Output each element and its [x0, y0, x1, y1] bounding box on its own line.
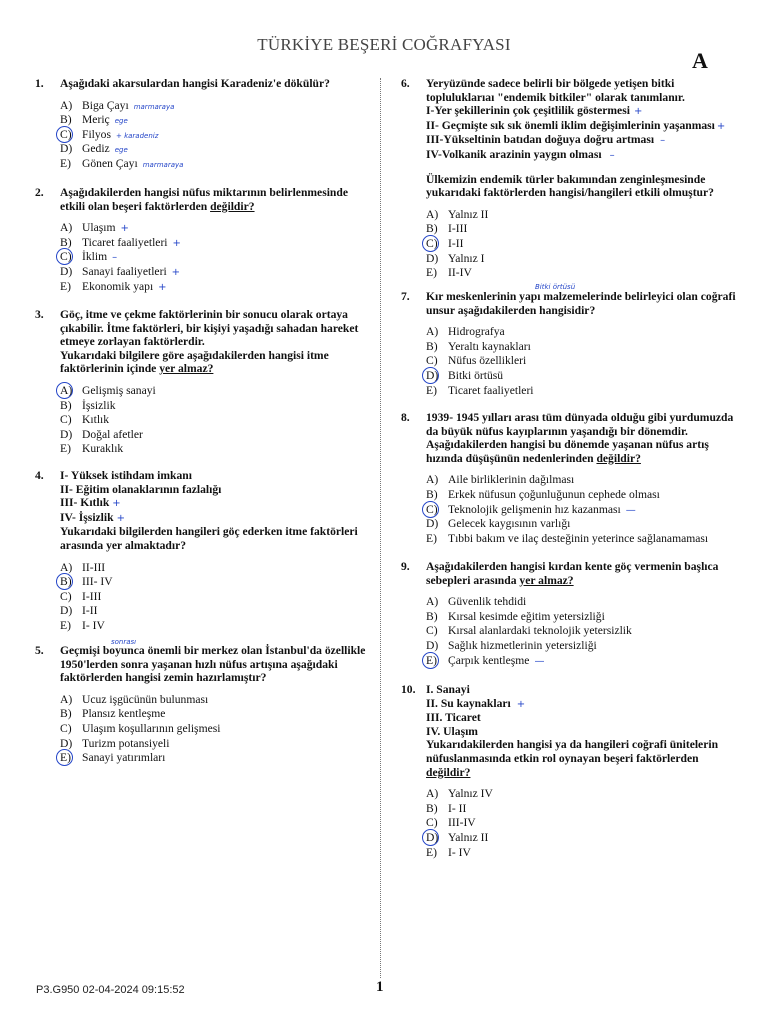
option-letter: C) — [426, 236, 438, 250]
option-text: Tıbbi bakım ve ilaç desteğinin yeterince sağlanamaması — [448, 531, 709, 545]
question-number: 4. — [35, 469, 44, 482]
option-c[interactable] — [60, 590, 368, 605]
handwritten-note: — — [625, 504, 636, 516]
option-b[interactable] — [60, 113, 368, 128]
option-text: Nüfus özellikleri — [448, 354, 527, 368]
option-b[interactable] — [60, 707, 368, 722]
option-d[interactable] — [426, 252, 741, 267]
option-text: I-II — [82, 604, 98, 618]
option-letter: A) — [60, 560, 73, 574]
option-letter: D) — [426, 368, 439, 382]
question-stem: Göç, itme ve çekme faktörlerinin bir sonucu olarak ortaya çıkabilir. İtme faktörleri, bir kişiyi yaşadığı sahadan hareket etmeye zorlayan faktörlerdir. — [60, 308, 359, 349]
statement-2: II. Su kaynakları + — [426, 696, 526, 710]
options-list — [426, 787, 741, 860]
statement-4: IV-Volkanik arazinin yaygın olması – — [426, 147, 615, 161]
option-text: Filyos — [82, 127, 111, 141]
option-text: I-III — [82, 589, 102, 603]
option-text: Kuraklık — [82, 442, 124, 456]
option-letter: B) — [60, 707, 72, 721]
option-text: Biga Çayı — [82, 98, 129, 112]
question-8 — [401, 411, 741, 546]
option-b[interactable] — [426, 802, 741, 817]
option-letter: E) — [60, 442, 71, 456]
statement-1: I- Yüksek istihdam imkanı — [60, 469, 192, 482]
question-stem: Yeryüzünde sadece belirli bir bölgede yetişen bitki topluluklarıaı "endemik bitkiler" olarak tanımlanır. — [426, 77, 685, 104]
option-text: Gediz — [82, 142, 110, 156]
statement-4: IV. Ulaşım — [426, 724, 478, 738]
option-b[interactable] — [60, 399, 368, 414]
statement-1: I. Sanayi — [426, 683, 470, 696]
option-text: Ulaşım koşullarının gelişmesi — [82, 721, 221, 735]
handwritten-note: Bitki örtüsü — [535, 283, 576, 291]
option-e[interactable] — [60, 157, 368, 172]
option-text: Kıtlık — [82, 413, 110, 427]
handwritten-note: – — [112, 252, 118, 264]
option-d[interactable] — [426, 369, 741, 384]
option-letter: C) — [426, 502, 438, 516]
option-a[interactable] — [60, 221, 368, 236]
option-letter: A) — [60, 692, 73, 706]
question-prompt: Yukarıdaki bilgilere göre aşağıdakilerden hangisi itme faktörlerinin içinde yer almaz? — [60, 348, 329, 376]
question-2 — [35, 186, 368, 294]
option-e[interactable] — [60, 280, 368, 295]
option-text: II-IV — [448, 266, 472, 280]
option-letter: E) — [426, 653, 437, 667]
option-letter: D) — [60, 736, 73, 750]
question-6 — [401, 77, 741, 281]
option-text: Gönen Çayı — [82, 156, 138, 170]
question-number: 5. — [35, 644, 44, 657]
option-text: Ucuz işgücünün bulunması — [82, 692, 209, 706]
option-letter: E) — [60, 751, 71, 765]
options-list — [426, 208, 741, 281]
option-a[interactable] — [60, 561, 368, 576]
column-divider — [380, 78, 381, 978]
options-list — [60, 221, 368, 294]
option-text: Doğal afetler — [82, 427, 143, 441]
option-text: III- IV — [82, 575, 113, 589]
option-letter: A) — [60, 98, 73, 112]
option-letter: E) — [426, 531, 437, 545]
options-list — [60, 384, 368, 457]
handwritten-note: marmaraya — [133, 102, 175, 111]
option-letter: E) — [426, 845, 437, 859]
handwritten-note: + — [171, 266, 181, 278]
option-text: Sanayi faaliyetleri — [82, 264, 167, 278]
option-d[interactable] — [60, 604, 368, 619]
option-letter: C) — [60, 250, 72, 264]
option-letter: A) — [60, 383, 73, 397]
option-c[interactable] — [426, 237, 741, 252]
statement-2: II- Geçmişte sık sık önemli iklim değişimlerinin yaşanması + — [426, 118, 726, 132]
option-text: Yalnız II — [448, 830, 489, 844]
option-a[interactable] — [60, 99, 368, 114]
option-b[interactable] — [426, 222, 741, 237]
options-list — [426, 595, 741, 668]
option-text: Yalnız I — [448, 251, 485, 265]
question-stem: Aşağıdakilerden hangisi kırdan kente göç vermenin başlıca sebepleri arasında yer almaz? — [426, 560, 719, 587]
option-text: I-III — [448, 222, 468, 236]
question-number: 3. — [35, 308, 44, 321]
question-stem: Aşağıdaki akarsulardan hangisi Karadeniz'e dökülür? — [60, 77, 330, 90]
option-text: Ekonomik yapı — [82, 279, 154, 293]
option-c[interactable] — [60, 250, 368, 265]
option-b[interactable] — [426, 340, 741, 355]
question-4 — [35, 469, 368, 634]
option-text: II-III — [82, 560, 106, 574]
option-letter: C) — [60, 413, 72, 427]
question-3 — [35, 308, 368, 457]
question-stem: Yukarıdakilerden hangisi ya da hangileri coğrafi ünitelerin nüfuslanmasında etkin rol oynayan beşeri faktörlerden değildir? — [426, 738, 719, 779]
booklet-letter: A — [692, 48, 708, 73]
option-text: Yeraltı kaynakları — [448, 339, 531, 353]
option-c[interactable] — [426, 816, 741, 831]
option-letter: B) — [426, 487, 438, 501]
handwritten-note: + — [116, 512, 125, 524]
option-letter: B) — [426, 609, 438, 623]
option-text: Güvenlik tehdidi — [448, 595, 527, 609]
option-letter: E) — [60, 156, 71, 170]
page-title: TÜRKİYE BEŞERİ COĞRAFYASI — [257, 35, 511, 54]
question-10 — [401, 683, 741, 860]
handwritten-note: + — [716, 120, 726, 132]
statement-3: III-Yükseltinin batıdan doğuya doğru artması – — [426, 133, 666, 147]
option-text: Kırsal kesimde eğitim yetersizliği — [448, 609, 605, 623]
question-prompt: Ülkemizin endemik türler bakımından zenginleşmesinde yukarıdaki faktörlerden hangisi/hangileri etkili olmuştur? — [426, 172, 714, 200]
question-number: 1. — [35, 77, 44, 90]
handwritten-note: marmaraya — [142, 160, 184, 169]
option-letter: B) — [426, 801, 438, 815]
options-list — [60, 693, 368, 766]
option-text: I- II — [448, 801, 467, 815]
question-number: 8. — [401, 411, 410, 424]
question-9 — [401, 560, 741, 668]
question-7 — [401, 283, 741, 398]
option-text: Çarpık kentleşme — [448, 653, 530, 667]
option-letter: C) — [426, 624, 438, 638]
option-text: Teknolojik gelişmenin hız kazanması — [448, 502, 621, 516]
question-number: 10. — [401, 683, 416, 696]
question-number: 9. — [401, 560, 410, 573]
option-text: III-IV — [448, 816, 476, 830]
question-number: 2. — [35, 186, 44, 199]
option-text: İklim — [82, 250, 108, 264]
option-letter: B) — [60, 113, 72, 127]
option-c[interactable] — [426, 503, 741, 518]
option-text: Meriç — [82, 113, 110, 127]
option-d[interactable] — [426, 639, 741, 654]
option-d[interactable] — [426, 517, 741, 532]
handwritten-note: + — [112, 498, 121, 510]
option-letter: A) — [426, 787, 439, 801]
question-1 — [35, 77, 368, 172]
option-letter: E) — [60, 279, 71, 293]
option-letter: C) — [60, 589, 72, 603]
option-text: Sanayi yatırımları — [82, 751, 166, 765]
option-text: Gelişmiş sanayi — [82, 383, 156, 397]
handwritten-note: – — [660, 135, 666, 147]
option-letter: D) — [426, 517, 439, 531]
statement-2: II- Eğitim olanaklarının fazlalığı — [60, 482, 222, 496]
option-c[interactable] — [60, 413, 368, 428]
question-stem: 1939- 1945 yılları arası tüm dünyada olduğu gibi yurdumuzda da büyük nüfus kayıplarının yaşandığı bir dönemdir. Aşağıdakilerden hangisi bu dönemde yaşanan nüfus artış hızında düşüşünün nedenlerinden değildir? — [426, 411, 734, 465]
handwritten-note: + — [516, 698, 526, 710]
option-letter: E) — [426, 383, 437, 397]
option-letter: A) — [60, 221, 73, 235]
option-letter: B) — [426, 339, 438, 353]
option-d[interactable] — [60, 265, 368, 280]
option-e[interactable] — [60, 751, 368, 766]
option-b[interactable] — [426, 610, 741, 625]
options-list — [426, 325, 741, 398]
handwritten-note: + — [158, 281, 167, 293]
question-5 — [35, 638, 368, 766]
option-letter: D) — [60, 264, 73, 278]
options-list — [60, 99, 368, 172]
option-text: Hidrografya — [448, 325, 505, 339]
option-e[interactable] — [60, 442, 368, 457]
option-e[interactable] — [426, 532, 741, 547]
statement-3: III. Ticaret — [426, 711, 481, 725]
option-letter: C) — [60, 721, 72, 735]
option-text: Bitki örtüsü — [448, 368, 504, 382]
page-number: 1 — [376, 979, 384, 995]
option-letter: C) — [426, 816, 438, 830]
option-a[interactable] — [60, 384, 368, 399]
handwritten-note: + — [172, 237, 181, 249]
option-text: Yalnız II — [448, 207, 489, 221]
handwritten-note: ege — [114, 146, 128, 155]
option-letter: D) — [426, 638, 439, 652]
handwritten-note: — — [534, 655, 545, 667]
options-list — [60, 561, 368, 634]
handwritten-note: + karadeniz — [116, 131, 159, 140]
option-e[interactable] — [426, 846, 741, 861]
option-a[interactable] — [426, 595, 741, 610]
option-c[interactable] — [60, 722, 368, 737]
option-letter: B) — [60, 398, 72, 412]
option-text: Aile birliklerinin dağılması — [448, 473, 575, 487]
option-letter: D) — [426, 830, 439, 844]
statement-1: I-Yer şekillerinin çok çeşitlilik göstermesi + — [426, 104, 643, 118]
question-stem: Geçmişi boyunca önemli bir merkez olan İstanbul'da özellikle 1950'lerden sonra yaşanan hızlı nüfus artışına aşağıdaki faktörlerden hangisi zemin hazırlamıştır? — [60, 644, 366, 685]
option-letter: E) — [60, 618, 71, 632]
statement-3: III- Kıtlık + — [60, 496, 121, 510]
option-letter: A) — [426, 473, 439, 487]
option-text: Yalnız IV — [448, 787, 493, 801]
option-letter: B) — [60, 235, 72, 249]
option-text: Plansız kentleşme — [82, 707, 166, 721]
option-letter: E) — [426, 266, 437, 280]
question-stem: Yukarıdaki bilgilerden hangileri göç ederken itme faktörleri arasında yer almaktadır? — [60, 525, 358, 552]
options-list — [426, 473, 741, 546]
option-e[interactable] — [60, 619, 368, 634]
option-text: Ticaret faaliyetleri — [448, 383, 534, 397]
option-c[interactable] — [60, 128, 368, 143]
option-text: Turizm potansiyeli — [82, 736, 170, 750]
question-stem: Kır meskenlerinin yapı malzemelerinde belirleyici olan coğrafi unsur aşağıdakilerden hangisidir? — [426, 290, 736, 317]
option-text: I- IV — [448, 845, 471, 859]
option-text: İşsizlik — [82, 398, 116, 412]
option-d[interactable] — [60, 737, 368, 752]
option-text: I- IV — [82, 618, 105, 632]
option-b[interactable] — [60, 236, 368, 251]
option-b[interactable] — [426, 488, 741, 503]
option-a[interactable] — [60, 693, 368, 708]
option-b[interactable] — [60, 575, 368, 590]
question-stem: Aşağıdakilerden hangisi nüfus miktarının belirlenmesinde etkili olan beşeri faktörlerden değildir? — [60, 186, 348, 213]
option-text: Ulaşım — [82, 221, 116, 235]
option-e[interactable] — [426, 266, 741, 281]
option-e[interactable] — [426, 384, 741, 399]
option-a[interactable] — [426, 208, 741, 223]
option-a[interactable] — [426, 325, 741, 340]
option-e[interactable] — [426, 654, 741, 669]
option-letter: A) — [426, 207, 439, 221]
option-letter: D) — [60, 604, 73, 618]
option-letter: B) — [426, 222, 438, 236]
option-letter: B) — [60, 575, 72, 589]
option-text: Kırsal alanlardaki teknolojik yetersizlik — [448, 624, 632, 638]
option-letter: A) — [426, 325, 439, 339]
option-d[interactable] — [426, 831, 741, 846]
option-letter: A) — [426, 595, 439, 609]
option-text: Sağlık hizmetlerinin yetersizliği — [448, 638, 597, 652]
statement-4: IV- İşsizlik + — [60, 510, 125, 524]
option-d[interactable] — [60, 142, 368, 157]
option-a[interactable] — [426, 787, 741, 802]
handwritten-note: + — [633, 106, 643, 118]
option-a[interactable] — [426, 473, 741, 488]
handwritten-note: ege — [114, 117, 128, 126]
option-text: Gelecek kaygısının varlığı — [448, 517, 571, 531]
footer-code: P3.G950 02-04-2024 09:15:52 — [36, 984, 185, 996]
option-letter: D) — [426, 251, 439, 265]
handwritten-note: + — [120, 223, 129, 235]
handwritten-note: – — [609, 149, 615, 161]
option-letter: D) — [60, 427, 73, 441]
handwritten-note: sonrası — [111, 638, 137, 646]
option-text: Erkek nüfusun çoğunluğunun cephede olması — [448, 487, 660, 501]
option-text: I-II — [448, 236, 464, 250]
option-c[interactable] — [426, 624, 741, 639]
option-letter: C) — [60, 127, 72, 141]
option-d[interactable] — [60, 428, 368, 443]
question-number: 7. — [401, 290, 410, 303]
option-c[interactable] — [426, 354, 741, 369]
option-letter: C) — [426, 354, 438, 368]
question-number: 6. — [401, 77, 410, 90]
option-text: Ticaret faaliyetleri — [82, 235, 168, 249]
option-letter: D) — [60, 142, 73, 156]
